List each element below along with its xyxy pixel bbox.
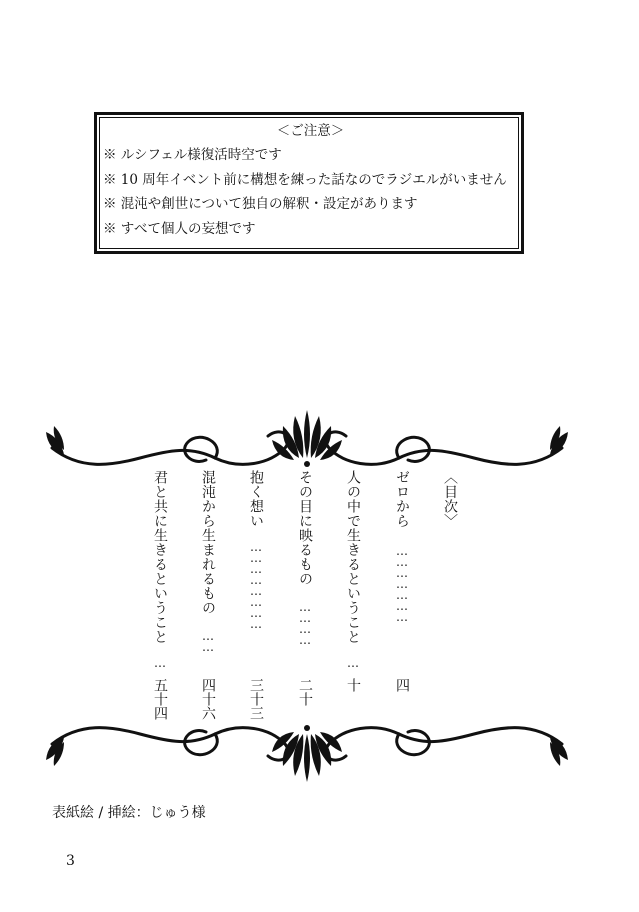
toc-item-title: 混沌から生まれるもの…… [200,470,216,651]
toc-item-page: 十 [345,678,361,692]
toc-item-title: 抱く想い…………………… [248,470,264,628]
page-number: 3 [66,853,75,869]
toc-item-title: 君と共に生きるということ… [152,470,168,667]
notice-line: ※ ルシフェル様復活時空です [103,147,282,163]
toc-item-title: その目に映るもの………… [297,470,313,644]
bottom-ornament [40,712,574,784]
notice-box [94,112,524,254]
notice-line: ※ 混沌や創世について独自の解釈・設定があります [103,196,418,212]
notice-line: ※ 10 周年イベント前に構想を練った話なのでラジエルがいません [103,171,507,188]
toc-item-page: 三十三 [248,678,264,720]
illustration-credits: 表紙絵 / 挿絵：じゅう様 [52,805,206,821]
notice-inner-frame [99,117,519,249]
table-of-contents [140,470,470,730]
toc-item-page: 四 [394,678,410,692]
notice-title: ＜ご注意＞ [276,123,345,139]
toc-item-title: 人の中で生きるということ… [345,470,361,667]
toc-item-page: 四十六 [200,678,216,720]
toc-item-page: 五十四 [152,678,168,720]
toc-heading: 〈目次〉 [442,470,458,528]
toc-item-title: ゼロから………………… [394,470,410,621]
notice-line: ※ すべて個人の妄想です [103,220,256,237]
toc-item-page: 二十 [297,678,313,706]
